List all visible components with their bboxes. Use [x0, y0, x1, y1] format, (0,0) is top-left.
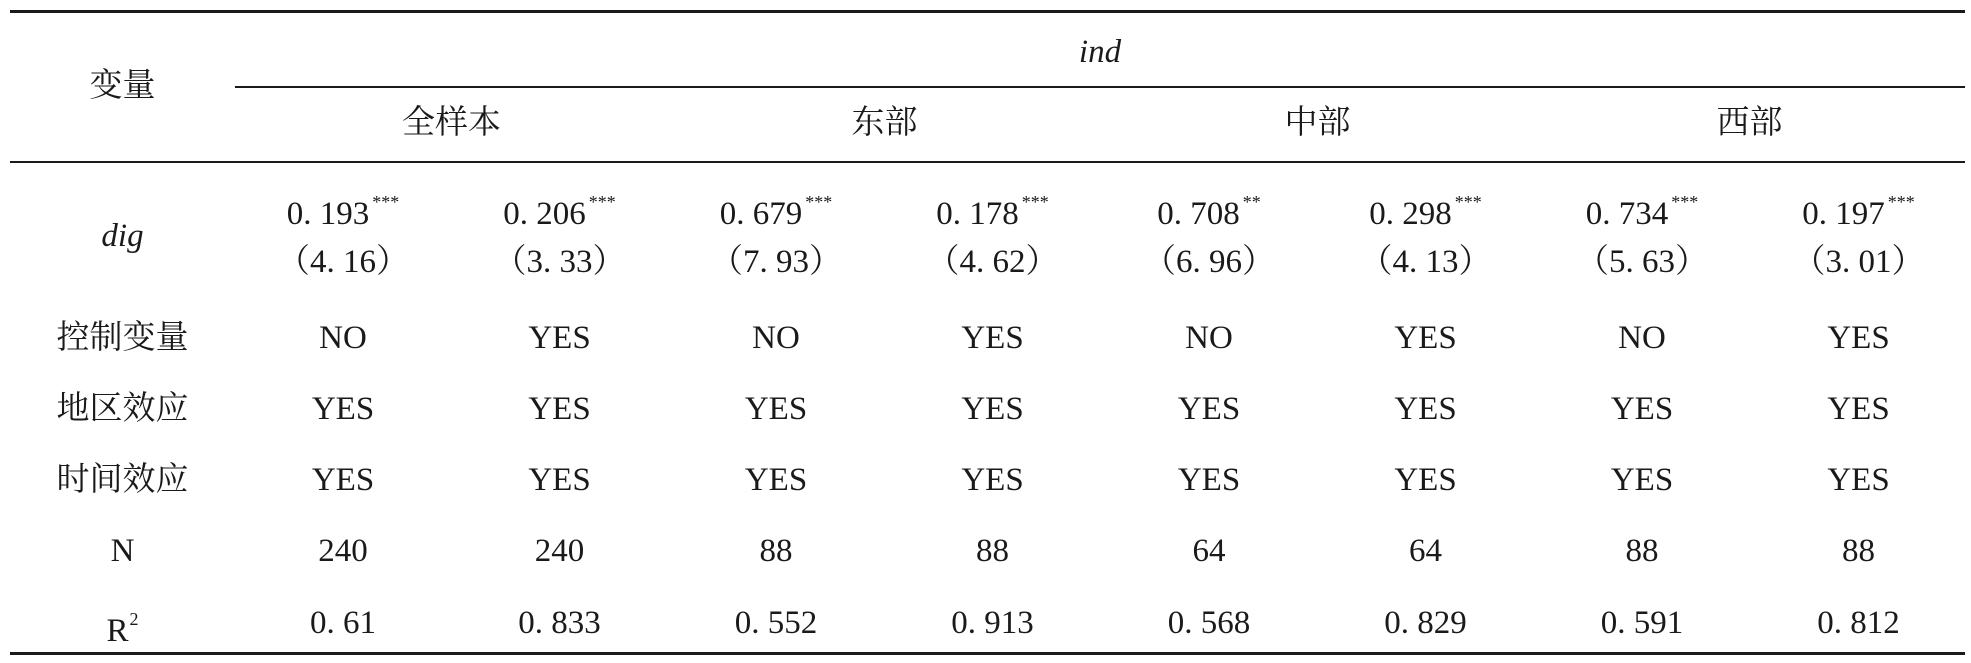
coefficient-value: 0. 679	[719, 196, 803, 232]
dig-t-statistic: （7. 93）	[710, 244, 842, 280]
table-cell: YES	[311, 462, 375, 498]
r-squared-value: 0. 591	[1600, 605, 1684, 641]
significance-stars: ***	[1454, 192, 1482, 212]
table-cell: YES	[961, 391, 1024, 427]
significance-stars: ***	[1887, 192, 1915, 212]
significance-stars: ***	[588, 192, 616, 212]
dig-coefficient	[1751, 186, 1967, 234]
table-cell: NO	[319, 320, 367, 356]
row-label-region-fe: 地区效应	[56, 391, 189, 427]
table-cell: YES	[1827, 462, 1890, 498]
table-cell: 64	[1409, 533, 1442, 569]
significance-stars: ***	[372, 192, 400, 212]
dig-coefficient	[452, 186, 668, 234]
table-cell: YES	[528, 320, 591, 356]
table-cell: YES	[961, 320, 1024, 356]
table-cell: NO	[1185, 320, 1233, 356]
top-rule	[10, 10, 1965, 13]
dig-coefficient	[1101, 186, 1317, 234]
dig-coefficient	[1534, 186, 1750, 234]
table-cell: YES	[1177, 462, 1241, 498]
table-cell: YES	[528, 462, 591, 498]
coefficient-value: 0. 206	[503, 196, 586, 232]
dig-t-statistic: （3. 01）	[1792, 244, 1925, 280]
table-cell: YES	[528, 391, 591, 427]
table-cell: YES	[744, 462, 808, 498]
dependent-variable-label: ind	[1078, 34, 1122, 70]
dig-t-statistic: （4. 13）	[1359, 244, 1492, 280]
coefficient-value: 0. 298	[1369, 196, 1452, 232]
row-label-r-squared	[20, 603, 225, 651]
table-cell: YES	[311, 391, 375, 427]
table-cell: 64	[1192, 533, 1226, 569]
ind-underline	[235, 86, 1965, 88]
table-cell: YES	[961, 462, 1024, 498]
dig-t-statistic: （6. 96）	[1143, 244, 1275, 280]
dig-t-statistic: （3. 33）	[493, 244, 626, 280]
significance-stars: **	[1242, 192, 1261, 212]
r-squared-value: 0. 568	[1167, 605, 1251, 641]
table-cell: YES	[1827, 320, 1890, 356]
row-label-time-fe: 时间效应	[56, 462, 189, 498]
header-rule	[10, 161, 1965, 163]
variable-header: 变量	[89, 68, 156, 104]
bottom-rule	[10, 652, 1965, 655]
coefficient-value: 0. 734	[1585, 196, 1669, 232]
table-cell: YES	[1610, 391, 1674, 427]
table-cell: 240	[318, 533, 368, 569]
dig-t-statistic: （4. 62）	[926, 244, 1059, 280]
table-cell: YES	[1177, 391, 1241, 427]
coefficient-value: 0. 178	[936, 196, 1019, 232]
dig-t-statistic: （5. 63）	[1576, 244, 1708, 280]
table-cell: YES	[1394, 320, 1457, 356]
group-header-west: 西部	[1716, 105, 1783, 141]
dig-coefficient	[1318, 186, 1534, 234]
table-cell: 88	[759, 533, 793, 569]
table-cell: YES	[744, 391, 808, 427]
group-header-full-sample: 全样本	[402, 105, 501, 141]
table-cell: NO	[1618, 320, 1666, 356]
r-squared-value: 0. 829	[1384, 605, 1467, 641]
table-cell: 240	[534, 533, 585, 569]
row-label-controls: 控制变量	[56, 320, 189, 356]
significance-stars: ***	[805, 192, 833, 212]
r-squared-value: 0. 913	[951, 605, 1034, 641]
coefficient-value: 0. 193	[286, 196, 370, 232]
table-cell: 88	[1625, 533, 1659, 569]
r-squared-value: 0. 61	[310, 605, 376, 641]
table-cell: 88	[1842, 533, 1875, 569]
table-cell: 88	[976, 533, 1009, 569]
table-cell: NO	[752, 320, 800, 356]
group-header-central: 中部	[1284, 105, 1351, 141]
r-squared-superscript: 2	[129, 609, 139, 629]
dig-t-statistic: （4. 16）	[277, 244, 409, 280]
significance-stars: ***	[1021, 192, 1049, 212]
coefficient-value: 0. 197	[1802, 196, 1885, 232]
table-cell: YES	[1827, 391, 1890, 427]
dig-coefficient	[885, 186, 1101, 234]
table-cell: YES	[1394, 462, 1457, 498]
r-squared-base: R	[106, 613, 129, 649]
group-header-east: 东部	[851, 105, 918, 141]
dig-coefficient	[235, 186, 451, 234]
table-cell: YES	[1610, 462, 1674, 498]
r-squared-value: 0. 812	[1817, 605, 1900, 641]
row-label-n: N	[110, 533, 135, 569]
dig-coefficient	[668, 186, 884, 234]
r-squared-value: 0. 552	[734, 605, 818, 641]
coefficient-value: 0. 708	[1157, 196, 1240, 232]
r-squared-value: 0. 833	[518, 605, 601, 641]
row-label-dig: dig	[101, 218, 144, 254]
table-cell: YES	[1394, 391, 1457, 427]
significance-stars: ***	[1671, 192, 1699, 212]
